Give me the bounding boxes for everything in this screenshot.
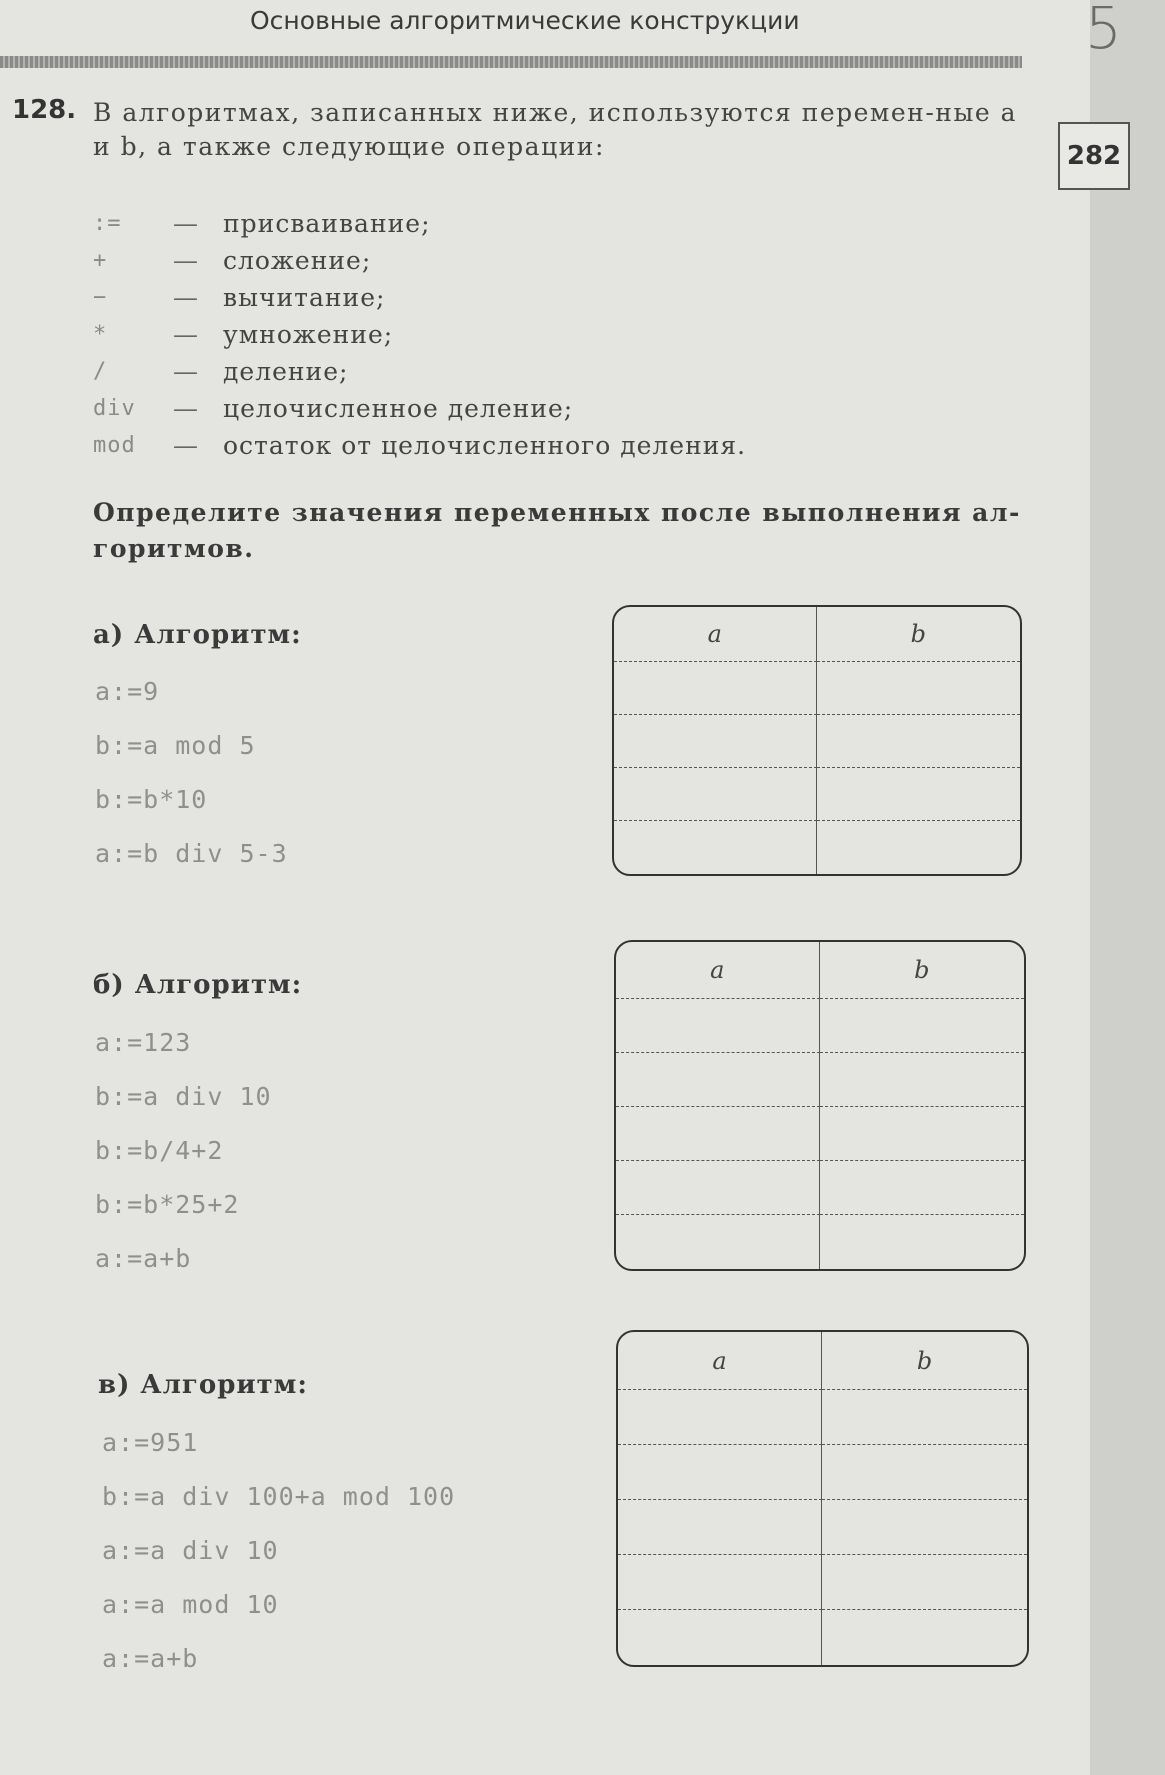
- operation-item: [93, 390, 746, 427]
- operation-item: [93, 353, 746, 390]
- column-header-b: b: [822, 1332, 1027, 1390]
- operation-symbol: mod: [93, 433, 136, 458]
- answer-cell[interactable]: [822, 1500, 1027, 1555]
- task-instruction: Определите значения переменных после выполнения ал-горитмов.: [93, 498, 1021, 563]
- code-line: a:=951: [102, 1428, 199, 1457]
- answer-cell[interactable]: [616, 999, 820, 1053]
- task-number: 128.: [12, 95, 77, 125]
- answer-cell[interactable]: [820, 999, 1024, 1053]
- answer-cell[interactable]: [820, 1053, 1024, 1107]
- algorithm-b-title: б) Алгоритм:: [93, 970, 303, 1000]
- operation-description: вычитание;: [223, 283, 386, 312]
- operation-description: сложение;: [223, 246, 372, 275]
- operation-symbol: +: [93, 248, 108, 273]
- operation-item: [93, 316, 746, 353]
- answer-cell[interactable]: [618, 1445, 822, 1500]
- code-line: a:=a div 10: [102, 1536, 279, 1565]
- task-intro: В алгоритмах, записанных ниже, используются перемен-ные a и b, а также следующие операции:: [93, 98, 1017, 161]
- code-line: b:=a div 100+a mod 100: [102, 1482, 456, 1511]
- page-edge: [1090, 0, 1165, 1775]
- chapter-number: 5: [1085, 0, 1122, 62]
- operation-description: умножение;: [223, 320, 394, 349]
- answer-cell[interactable]: [616, 1215, 820, 1269]
- operation-symbol: −: [93, 285, 108, 310]
- answer-cell[interactable]: [618, 1500, 822, 1555]
- code-line: b:=a div 10: [95, 1082, 272, 1111]
- answer-cell[interactable]: [822, 1445, 1027, 1500]
- column-header-b: b: [817, 607, 1020, 662]
- operation-symbol: *: [93, 322, 108, 347]
- answer-table-v: [616, 1330, 1029, 1667]
- answer-cell[interactable]: [822, 1610, 1027, 1665]
- code-line: b:=a mod 5: [95, 731, 256, 760]
- algorithm-v-title: в) Алгоритм:: [98, 1370, 308, 1400]
- answer-cell[interactable]: [616, 1107, 820, 1161]
- code-line: a:=a+b: [102, 1644, 199, 1673]
- operation-item: [93, 205, 746, 242]
- answer-cell[interactable]: [616, 1161, 820, 1215]
- answer-cell[interactable]: [616, 1053, 820, 1107]
- operation-description: остаток от целочисленного деления.: [223, 431, 747, 460]
- answer-cell[interactable]: [614, 768, 817, 821]
- answer-cell[interactable]: [817, 662, 1020, 715]
- operation-description: присваивание;: [223, 209, 431, 238]
- answer-cell[interactable]: [618, 1390, 822, 1445]
- operation-item: [93, 279, 746, 316]
- operation-item: [93, 242, 746, 279]
- answer-cell[interactable]: [817, 821, 1020, 874]
- code-line: a:=a mod 10: [102, 1590, 279, 1619]
- column-header-b: b: [820, 942, 1024, 999]
- code-line: b:=b/4+2: [95, 1136, 224, 1165]
- operation-symbol: /: [93, 359, 108, 384]
- code-line: a:=123: [95, 1028, 192, 1057]
- column-header-a: a: [616, 942, 820, 999]
- dash: —: [173, 431, 199, 460]
- answer-cell[interactable]: [817, 715, 1020, 768]
- code-line: a:=b div 5-3: [95, 839, 288, 868]
- header-divider: [0, 56, 1022, 68]
- answer-cell[interactable]: [614, 715, 817, 768]
- column-header-a: a: [614, 607, 817, 662]
- dash: —: [173, 357, 199, 386]
- answer-table-b: [614, 940, 1026, 1271]
- answer-cell[interactable]: [618, 1555, 822, 1610]
- code-line: b:=b*25+2: [95, 1190, 240, 1219]
- dash: —: [173, 283, 199, 312]
- answer-cell[interactable]: [822, 1390, 1027, 1445]
- column-header-a: a: [618, 1332, 822, 1390]
- operation-symbol: div: [93, 396, 136, 421]
- dash: —: [173, 394, 199, 423]
- answer-cell[interactable]: [614, 821, 817, 874]
- operation-item: [93, 427, 746, 464]
- answer-cell[interactable]: [820, 1215, 1024, 1269]
- answer-cell[interactable]: [618, 1610, 822, 1665]
- operations-list: [93, 205, 746, 464]
- operation-symbol: :=: [93, 211, 122, 236]
- running-header: Основные алгоритмические конструкции: [250, 6, 800, 35]
- operation-description: целочисленное деление;: [223, 394, 574, 423]
- page-number-badge: 282: [1058, 122, 1130, 190]
- code-line: a:=9: [95, 677, 160, 706]
- operation-description: деление;: [223, 357, 349, 386]
- dash: —: [173, 209, 199, 238]
- dash: —: [173, 246, 199, 275]
- code-line: a:=a+b: [95, 1244, 192, 1273]
- dash: —: [173, 320, 199, 349]
- answer-cell[interactable]: [820, 1107, 1024, 1161]
- answer-cell[interactable]: [822, 1555, 1027, 1610]
- code-line: b:=b*10: [95, 785, 208, 814]
- answer-cell[interactable]: [817, 768, 1020, 821]
- answer-cell[interactable]: [614, 662, 817, 715]
- answer-cell[interactable]: [820, 1161, 1024, 1215]
- algorithm-a-title: а) Алгоритм:: [93, 620, 302, 650]
- answer-table-a: [612, 605, 1022, 876]
